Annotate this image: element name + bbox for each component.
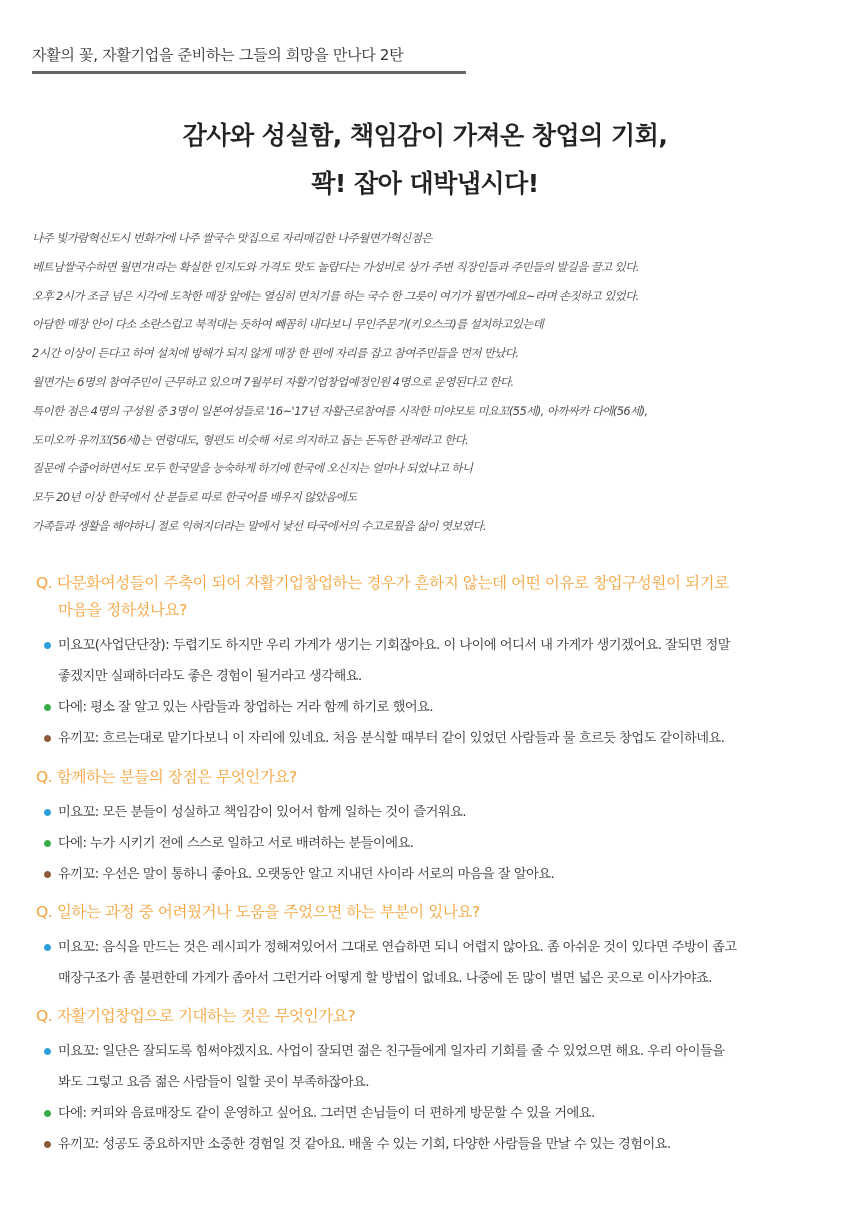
answer-line: 미요꼬: 일단은 잘되도록 힘써야겠지요. 사업이 잘되면 젊은 친구들에게 일자리 기회를 줄 수 있었으면 해요. 우리 아이들을 — [58, 1044, 725, 1059]
answer-miyoko — [36, 797, 826, 828]
intro-line: 모두 20년 이상 한국에서 산 분들로 따로 한국어를 배우지 않았음에도 — [32, 490, 357, 505]
bullet-dot-icon — [44, 1141, 51, 1148]
bullet-dot-icon — [44, 735, 51, 742]
answer-line: 미요꼬: 음식을 만드는 것은 레시피가 정해져있어서 그대로 연습하면 되니 어렵지 않아요. 좀 아쉬운 것이 있다면 주방이 좁고 — [58, 940, 737, 955]
bullet-dot-icon — [44, 871, 51, 878]
intro-line: 베트남쌀국수하면 월면가!라는 확실한 인지도와 가격도 맛도 놀랍다는 가성비로 상가 주변 직장인들과 주민들의 발길을 끌고 있다. — [32, 259, 639, 274]
answer-yukiko — [36, 859, 826, 890]
question-line: Q. 다문화여성들이 주축이 되어 자활기업창업하는 경우가 흔하지 않는데 어떤 이유로 창업구성원이 되기로 — [36, 574, 729, 592]
intro-line: 가족들과 생활을 해야하니 절로 익혀지더라는 말에서 낯선 타국에서의 수고로웠을 삶이 엿보였다. — [32, 518, 486, 533]
question-line: 마음을 정하셨나요? — [58, 601, 187, 619]
answer-line: 매장구조가 좀 불편한데 가게가 좁아서 그런거라 어떻게 할 방법이 없네요. 나중에 돈 많이 벌면 넓은 곳으로 이사가야죠. — [58, 971, 712, 986]
answer-line: 미요꼬: 모든 분들이 성실하고 책임감이 있어서 함께 일하는 것이 즐거워요. — [58, 805, 467, 820]
question — [36, 570, 826, 624]
answer-line: 유끼꼬: 성공도 중요하지만 소중한 경험일 것 같아요. 배울 수 있는 기회, 다양한 사람들을 만날 수 있는 경험이요. — [58, 1137, 671, 1152]
question — [36, 1003, 826, 1030]
answer-line: 좋겠지만 실패하더라도 좋은 경험이 될거라고 생각해요. — [58, 669, 362, 684]
intro-line: 2시간 이상이 든다고 하여 설치에 방해가 되지 않게 매장 한 편에 자리를 잡고 참여주민들을 먼저 만났다. — [32, 346, 519, 361]
intro-line: 특이한 점은 4명의 구성원 중 3명이 일본여성들로 '16~'17년 자활근로참여를 시작한 미야모토 미요꼬(55세), 아까싸카 다에(56세), — [32, 403, 648, 418]
intro-line: 나주 빛가람혁신도시 번화가에 나주 쌀국수 맛집으로 자리매김한 나주월면가혁신점은 — [32, 231, 432, 245]
answer-yukiko — [36, 1129, 826, 1160]
answer-yukiko — [36, 723, 826, 754]
qa-block-1 — [36, 570, 826, 754]
answer-line: 봐도 그렇고 요즘 젊은 사람들이 일할 곳이 부족하잖아요. — [58, 1075, 370, 1090]
question — [36, 899, 826, 926]
qa-block-2 — [36, 764, 826, 890]
intro-line: 아담한 매장 안이 다소 소란스럽고 북적대는 듯하여 빼꼼히 내다보니 무인주문기(키오스크)를 설치하고있는데 — [32, 317, 544, 332]
answer-miyoko — [36, 630, 826, 692]
intro-line: 질문에 수줍어하면서도 모두 한국말을 능숙하게 하기에 한국에 오신지는 얼마나 되었냐고 하니 — [32, 461, 473, 476]
title-line: 감사와 성실함, 책임감이 가져온 창업의 기회, — [182, 121, 668, 150]
qa-block-3 — [36, 899, 826, 994]
title-line: 꽉! 잡아 대박냅시다! — [311, 169, 539, 198]
intro-line: 오후 2시가 조금 넘은 시각에 도착한 매장 앞에는 열심히 면치기를 하는 국수 한 그릇이 여기가 월면가예요~라며 손짓하고 있었다. — [32, 288, 639, 303]
answer-dae — [36, 1098, 826, 1129]
intro-line: 도미오까 유끼꼬(56세)는 연령대도, 형편도 비슷해 서로 의지하고 돕는 돈독한 관계라고 한다. — [32, 432, 469, 447]
bullet-dot-icon — [44, 840, 51, 847]
answer-line: 다에: 평소 잘 알고 있는 사람들과 창업하는 거라 함께 하기로 했어요. — [58, 700, 434, 715]
answer-line: 다에: 누가 시키기 전에 스스로 일하고 서로 배려하는 분들이에요. — [58, 836, 414, 851]
bullet-dot-icon — [44, 704, 51, 711]
intro-paragraph — [32, 224, 822, 541]
intro-line: 월면가는 6명의 참여주민이 근무하고 있으며 7월부터 자활기업창업예정인원 4명으로 운영된다고 한다. — [32, 374, 514, 389]
bullet-dot-icon — [44, 944, 51, 951]
qa-block-4 — [36, 1003, 826, 1160]
bullet-dot-icon — [44, 642, 51, 649]
answer-line: 유끼꼬: 우선은 말이 통하니 좋아요. 오랫동안 알고 지내던 사이라 서로의 마음을 잘 알아요. — [58, 867, 555, 882]
question-line: Q. 일하는 과정 중 어려웠거나 도움을 주었으면 하는 부분이 있나요? — [36, 903, 480, 921]
question — [36, 764, 826, 791]
bullet-dot-icon — [44, 1048, 51, 1055]
bullet-dot-icon — [44, 809, 51, 816]
answer-line: 미요꼬(사업단단장): 두렵기도 하지만 우리 가게가 생기는 기회잖아요. 이 나이에 어디서 내 가게가 생기겠어요. 잘되면 정말 — [58, 638, 731, 653]
answer-miyoko — [36, 1036, 826, 1098]
answer-dae — [36, 828, 826, 859]
question-line: Q. 자활기업창업으로 기대하는 것은 무엇인가요? — [36, 1007, 356, 1025]
series-header: 자활의 꽃, 자활기업을 준비하는 그들의 희망을 만나다 2탄 — [32, 44, 466, 74]
article-title — [0, 112, 850, 208]
bullet-dot-icon — [44, 1110, 51, 1117]
answer-miyoko — [36, 932, 826, 994]
answer-line: 유끼꼬: 흐르는대로 맡기다보니 이 자리에 있네요. 처음 분식할 때부터 같이 있었던 사람들과 물 흐르듯 창업도 같이하네요. — [58, 731, 725, 746]
answer-dae — [36, 692, 826, 723]
answer-line: 다에: 커피와 음료매장도 같이 운영하고 싶어요. 그러면 손님들이 더 편하게 방문할 수 있을 거에요. — [58, 1106, 595, 1121]
question-line: Q. 함께하는 분들의 장점은 무엇인가요? — [36, 768, 297, 786]
